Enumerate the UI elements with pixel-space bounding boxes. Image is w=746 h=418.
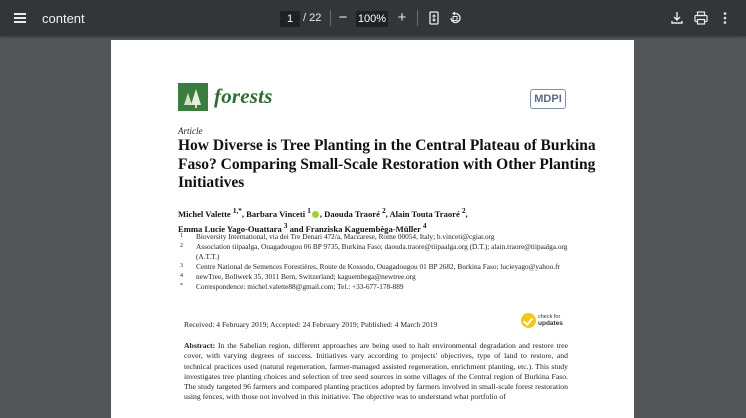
pdf-page (111, 40, 634, 418)
author-list (178, 205, 578, 235)
author-name: , Alain Touta Traoré (385, 208, 462, 219)
affiliation-text: Association tiipaalga, Ouagadougou 06 BP 9735, Burkina Faso; daouda.traore@tiipaalga.org (D.T.); alain.traore@tiipaalga.org (A.T.T.) (196, 242, 568, 262)
page-total: / 22 (303, 12, 322, 24)
affiliation-number: 2 (180, 243, 183, 250)
author-sup: 1 (307, 207, 311, 215)
affiliation-number: 3 (180, 263, 183, 270)
author-name: and Franziska Kaguembèga-Müller (287, 223, 423, 234)
publication-dates: Received: 4 February 2019; Accepted: 24 February 2019; Published: 4 March 2019 (184, 320, 438, 329)
author-line (178, 205, 578, 220)
article-type: Article (178, 126, 203, 136)
affiliation-text: Centre National de Semences Forestières, Route de Kossodo, Ouagadougou 01 BP 2682, Burkina Faso; lucieyago@yahoo.fr (196, 262, 560, 272)
affiliation-number: * (180, 283, 183, 290)
author-sep: , (465, 208, 468, 219)
author-sup: 4 (422, 221, 427, 230)
affiliation-item (180, 262, 580, 272)
author-name: Emma Lucie Yago-Ouattara (178, 223, 284, 234)
affiliation-number: 1 (180, 233, 183, 239)
toolbar-divider (330, 10, 331, 26)
affiliation-text: Bioversity International, via dei Tre Denari 472/a, Maccarese, Rome 00054, Italy; b.vinceti@cgiar.org (196, 232, 495, 241)
zoom-level-input[interactable]: 100% (357, 13, 387, 25)
check-for-updates-label: updates (538, 320, 563, 327)
publisher-logo: MDPI (530, 89, 566, 109)
affiliation-list (180, 232, 580, 293)
abstract-text: In the Sahelian region, different approaches are being used to halt environmental degradation and restore tree cover, with varying degrees of success. Initiatives vary according to projects' objectives, type of land to restore, and technical practices used (natural regeneration, farmer-managed assisted regeneration, enrichment planting, etc.). This study investigates tree planting choices and selection of tree seed sources in some villages of the Central region of Burkina Faso. The study targeted 96 farmers and compared planting practices adopted by farmers involved in small-scale forest restoration using fences, with those not involved in this initiative. The objective was to understand what portfolio of (184, 341, 568, 402)
check-for-updates-button[interactable] (521, 312, 567, 330)
affiliation-number: 4 (180, 273, 183, 280)
forests-logo-icon (178, 83, 208, 111)
menu-icon[interactable] (11, 9, 29, 27)
pdf-toolbar (0, 0, 746, 36)
author-sup: 1,* (232, 207, 242, 215)
journal-name: forests (214, 84, 273, 108)
check-for-updates-label: check for (538, 314, 561, 320)
zoom-out-button[interactable]: − (338, 9, 348, 26)
affiliation-item (180, 242, 580, 262)
author-sup: 2 (461, 207, 466, 215)
affiliation-text: Correspondence: michel.valette88@gmail.com; Tel.: +33-677-178-889 (196, 282, 404, 292)
article-title: How Diverse is Tree Planting in the Central Plateau of Burkina Faso? Comparing Small-Scale Restoration with Other Planting Initiatives (178, 137, 596, 191)
affiliation-item (180, 282, 580, 292)
author-sup: 2 (382, 207, 386, 215)
document-title: content (42, 11, 85, 26)
affiliation-item (180, 272, 580, 282)
abstract (184, 341, 568, 403)
check-for-updates-icon (521, 313, 536, 328)
author-name: , Barbara Vinceti (241, 208, 308, 219)
author-name: , Daouda Traoré (319, 208, 383, 219)
author-name: Michel Valette (178, 208, 233, 219)
affiliation-item (180, 232, 580, 242)
download-icon[interactable] (669, 10, 685, 26)
page-number-input[interactable]: 1 (280, 11, 300, 27)
toolbar-divider (417, 10, 418, 26)
zoom-in-button[interactable]: + (397, 9, 407, 26)
print-icon[interactable] (693, 10, 709, 26)
fit-page-icon[interactable] (426, 10, 442, 26)
rotate-icon[interactable] (447, 10, 463, 26)
more-vert-icon[interactable] (717, 10, 733, 26)
author-sup: 3 (283, 221, 288, 230)
orcid-icon[interactable] (312, 211, 319, 218)
abstract-label: Abstract: (184, 341, 216, 350)
affiliation-text: newTree, Bollwerk 35, 3011 Bern, Switzerland; kaguembega@newtree.org (196, 272, 416, 282)
